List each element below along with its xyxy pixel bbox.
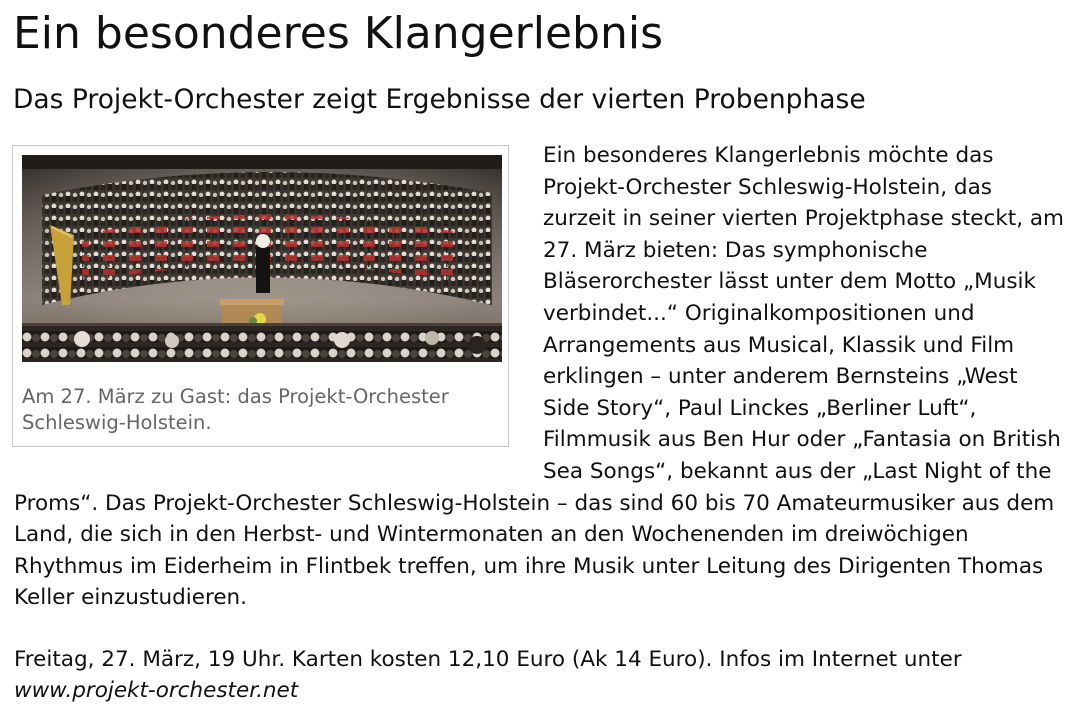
orchestra-photo-image — [22, 155, 502, 362]
photo-box — [12, 145, 509, 447]
website-link[interactable]: www.projekt-orchester.net — [14, 678, 299, 703]
headline: Ein besonderes Klangerlebnis — [13, 8, 664, 59]
event-info-text: Freitag, 27. März, 19 Uhr. Karten kosten 12,10 Euro (Ak 14 Euro). Infos im Internet unter — [14, 647, 962, 672]
orchestra-photo — [22, 155, 502, 362]
event-info — [14, 644, 1068, 706]
photo-caption: Am 27. März zu Gast: das Projekt-Orchester Schleswig-Holstein. — [22, 385, 449, 434]
subheadline: Das Projekt-Orchester zeigt Ergebnisse der vierten Probenphase — [13, 84, 866, 115]
article-body-text: Ein besonderes Klangerlebnis möchte das Projekt-Orchester Schleswig-Holstein, das zurzeit in seiner vierten Projektphase steckt, am 27. März bieten: Das symphonische Bläserorchester lässt unter dem Motto „Musik verbindet...“ Originalkompositionen und Arrangements aus Musical, Klassik und Film erklingen – unter anderem Bernsteins „West Side Story“, Paul Linckes „Berliner Luft“, Filmmusik aus Ben Hur oder „Fantasia on British Sea Songs“, bekannt aus der „Last Night of the Proms“. Das Projekt-Orchester Schleswig-Holstein – das sind 60 bis 70 Amateurmusiker aus dem Land, die sich in den Herbst- und Wintermonaten an den Wochenenden im dreiwöchigen Rhythmus im Eiderheim in Flintbek treffen, um ihre Musik unter Leitung des Dirigenten Thomas Keller einzustudieren. — [14, 143, 1064, 611]
